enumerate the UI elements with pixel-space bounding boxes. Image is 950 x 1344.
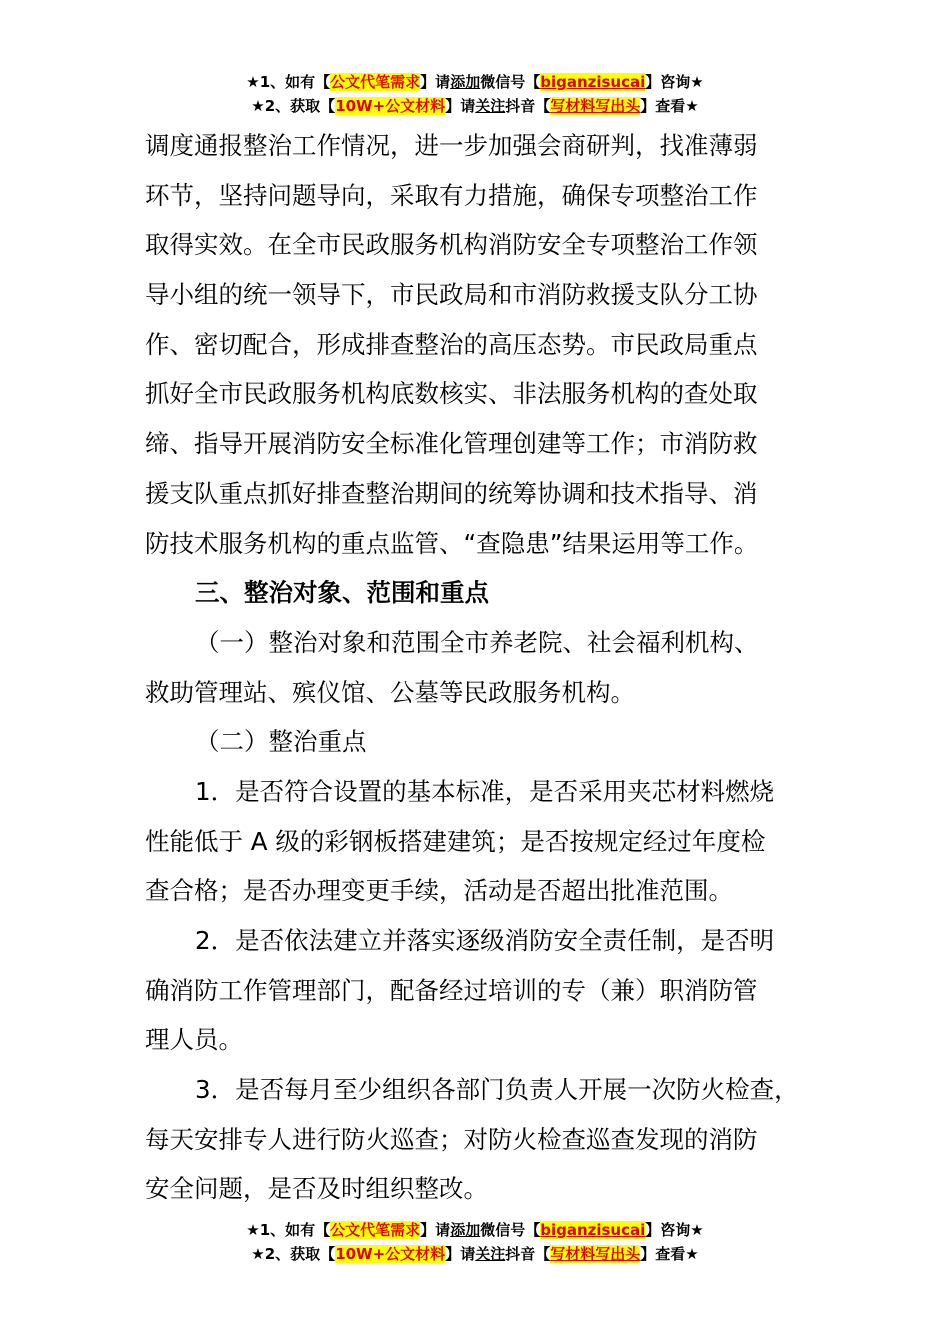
banner-text: 】咨询★ <box>645 73 704 91</box>
body-line: 缔、指导开展消防安全标准化管理创建等工作；市消防救 <box>145 429 758 459</box>
body-line: 理人员。 <box>145 1025 243 1055</box>
banner-highlight: 10W+公文材料 <box>335 97 446 115</box>
body-line: 安全问题，是否及时组织整改。 <box>145 1174 488 1204</box>
banner-text: 】查看★ <box>640 97 699 115</box>
banner-underline: 关注 <box>475 1245 506 1263</box>
body-line: 每天安排专人进行防火巡查；对防火检查巡查发现的消防 <box>145 1124 758 1154</box>
section-heading: 三、整治对象、范围和重点 <box>195 578 489 608</box>
banner-text: 】咨询★ <box>645 1221 704 1239</box>
banner-text: 】请 <box>420 73 451 91</box>
banner-line-1 <box>0 70 950 94</box>
body-line: 导小组的统一领导下，市民政局和市消防救援支队分工协 <box>145 280 758 310</box>
body-line: （一）整治对象和范围全市养老院、社会福利机构、 <box>195 627 759 657</box>
body-line: 查合格；是否办理变更手续，活动是否超出批准范围。 <box>145 876 733 906</box>
banner-line-2 <box>0 94 950 118</box>
banner-text: 】请 <box>420 1221 451 1239</box>
body-line: 2．是否依法建立并落实逐级消防安全责任制，是否明 <box>195 926 775 955</box>
banner-text: 抖音【 <box>505 97 551 115</box>
body-line: 抓好全市民政服务机构底数核实、非法服务机构的查处取 <box>145 379 758 409</box>
body-line: 救助管理站、殡仪馆、公墓等民政服务机构。 <box>145 677 635 707</box>
banner-highlight: 公文代笔需求 <box>330 73 421 91</box>
banner-underline: 添加 <box>450 1221 481 1239</box>
banner-text: 抖音【 <box>505 1245 551 1263</box>
banner-highlight: 写材料写出头 <box>550 97 641 115</box>
body-line: 确消防工作管理部门，配备经过培训的专（兼）职消防管 <box>145 975 758 1005</box>
body-line: 性能低于 A 级的彩钢板搭建建筑；是否按规定经过年度检 <box>145 826 766 856</box>
banner-text: ★2、获取【 <box>251 97 336 115</box>
document-body <box>145 121 835 1214</box>
banner-highlight: biganzisucai <box>540 73 646 91</box>
banner-text: 】查看★ <box>640 1245 699 1263</box>
body-line: 援支队重点抓好排查整治期间的统筹协调和技术指导、消 <box>145 478 758 508</box>
body-line: 环节，坚持问题导向，采取有力措施，确保专项整治工作 <box>145 180 758 210</box>
banner-highlight: 10W+公文材料 <box>335 1245 446 1263</box>
banner-highlight: biganzisucai <box>540 1221 646 1239</box>
body-line: 3．是否每月至少组织各部门负责人开展一次防火检查， <box>195 1075 799 1105</box>
banner-line-1 <box>0 1218 950 1242</box>
banner-text: ★2、获取【 <box>251 1245 336 1263</box>
body-line: 防技术服务机构的重点监管、“查隐患”结果运用等工作。 <box>145 528 759 558</box>
banner-underline: 关注 <box>475 97 506 115</box>
banner-text: 微信号【 <box>480 1221 541 1239</box>
body-line: 取得实效。在全市民政服务机构消防安全专项整治工作领 <box>145 230 758 260</box>
banner-text: ★1、如有【 <box>246 1221 331 1239</box>
banner-line-2 <box>0 1242 950 1266</box>
banner-text: ★1、如有【 <box>246 73 331 91</box>
body-line: 作、密切配合，形成排查整治的高压态势。市民政局重点 <box>145 329 758 359</box>
banner-highlight: 写材料写出头 <box>550 1245 641 1263</box>
banner-underline: 添加 <box>450 73 481 91</box>
banner-text: 】请 <box>445 97 476 115</box>
header-banner <box>0 70 950 118</box>
body-line: 1．是否符合设置的基本标准，是否采用夹芯材料燃烧 <box>195 776 775 806</box>
footer-banner <box>0 1218 950 1266</box>
subsection-heading: （二）整治重点 <box>195 727 367 757</box>
banner-text: 微信号【 <box>480 73 541 91</box>
body-line: 调度通报整治工作情况，进一步加强会商研判，找准薄弱 <box>145 131 758 160</box>
banner-highlight: 公文代笔需求 <box>330 1221 421 1239</box>
banner-text: 】请 <box>445 1245 476 1263</box>
